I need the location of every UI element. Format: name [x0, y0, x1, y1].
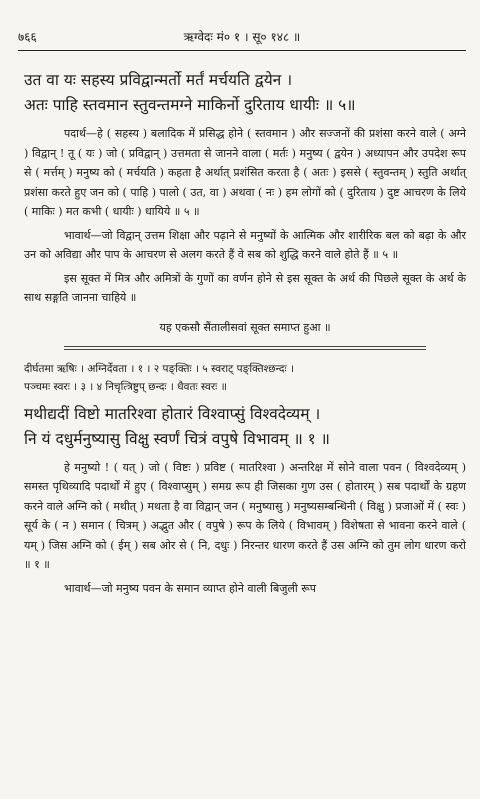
padartha-5: पदार्थ—हे ( सहस्य ) बलादिक में प्रसिद्ध होने ( स्तवमान ) और सज्जनों की प्रशंसा करने वाले ( अग्ने ) विद्वान् ! तू ( यः ) जो ( प्रविद्वान् ) उत्तमता से जानने वाला ( मर्तः ) मनुष्य ( द्वयेन ) अध्यापन और उपदेश रूप से ( मर्त्तम् ) मनुष्य को ( मर्चयति ) कहता है अर्थात् प्रशंसित करता है ( अतः ) इससे ( स्तुवन्तम् ) स्तुति अर्थात् प्रशंसा करते हुए जन को ( पाहि ) पालो ( उत, वा ) अथवा ( नः ) हम लोगों को ( दुरिताय ) दुष्ट आचरण के लिये ( माकिः ) मत कभी ( धायीः ) धायिये ॥ ५ ॥: [24, 127, 466, 218]
bhavartha-1: भावार्थ—जो मनुष्य पवन के समान व्याप्त होने वाली बिजुली रूप: [64, 581, 317, 595]
sukta-end-note: यह एकसौ सैंतालीसवां सूक्त समाप्त हुआ ॥: [159, 320, 331, 334]
sukta-summary: इस सूक्त में मित्र और अमित्रों के गुणों का वर्णन होने से इस सूक्त के अर्थ की पिछले सूक्त के अर्थ के साथ सङ्गति जानना चाहिये ॥: [24, 271, 466, 304]
mantra-5-line-1: उत वा यः सहस्य प्रविद्वान्मर्तो मर्तं मर्चयति द्वयेन ।: [24, 71, 293, 89]
rishi-devata-line-2: पञ्चमः स्वरः । ३ । ४ निचृत्त्रिष्टुप् छन्दः । धैवतः स्वरः ॥: [24, 380, 227, 393]
running-title: ऋग्वेदः मं० १ । सू० १४८ ॥: [183, 30, 301, 44]
padartha-1: हे मनुष्यो ! ( यत् ) जो ( विष्टः ) प्रविष्ट ( मातरिश्वा ) अन्तरिक्ष में सोने वाला पवन ( विश्वदेव्यम् ) समस्त पृथिव्यादि पदार्थों में हुए ( विश्वाप्सुम् ) समग्र रूप ही जिसका गुण उस ( होतारम् ) सब पदार्थों के ग्रहण करने वाले अग्नि को ( मथीत् ) मथता है वा विद्वान् जन ( मनुष्यासु ) मनुष्यसम्बन्धिनी ( विक्षु ) प्रजाओं में ( स्वः ) सूर्य के ( न ) समान ( चित्रम् ) अद्भुत और ( वपुषे ) रूप के लिये ( विभावम् ) विशेषता से भावना करने वाले ( यम् ) जिस अग्नि को ( ईम् ) सब ओर से ( नि, दधुः ) निरन्तर धारण करते हैं उस अग्नि को तुम लोग धारण करो ॥ १ ॥: [24, 460, 466, 571]
page-content: [24, 68, 466, 598]
bhavartha-5: भावार्थ—जो विद्वान् उत्तम शिक्षा और पढ़ाने से मनुष्यों के आत्मिक और शारीरिक बल को बढ़ा के और उन को अविद्या और पाप के आचरण से अलग करते हैं वे सब को शुद्धि करने वाले होते हैं ॥ ५ ॥: [24, 228, 466, 261]
section-divider-bottom: [64, 349, 426, 350]
mantra-5-line-2: अतः पाहि स्तवमान स्तुवन्तमग्ने माकिर्नो दुरिताय धायीः ॥ ५॥: [24, 96, 356, 114]
rishi-devata-line-1: दीर्घतमा ऋषिः । अग्निर्देवता । १ । २ पङ्क्तिः । ५ स्वराट् पङ्क्तिश्छन्दः ।: [24, 362, 294, 375]
page-number: ७६६: [18, 30, 37, 44]
mantra-1: [24, 402, 466, 452]
mantra-1-line-2: नि यं दधुर्मनुष्यासु विक्षु स्वर्णं चित्रं वपुषे विभावम् ॥ १ ॥: [24, 429, 330, 448]
page-header: [18, 22, 466, 51]
mantra-1-line-1: मथीद्यदीं विष्टो मातरिश्वा होतारं विश्वाप्सुं विश्वदेव्यम् ।: [24, 404, 321, 423]
mantra-5: [24, 68, 466, 118]
section-divider-top: [64, 346, 426, 347]
